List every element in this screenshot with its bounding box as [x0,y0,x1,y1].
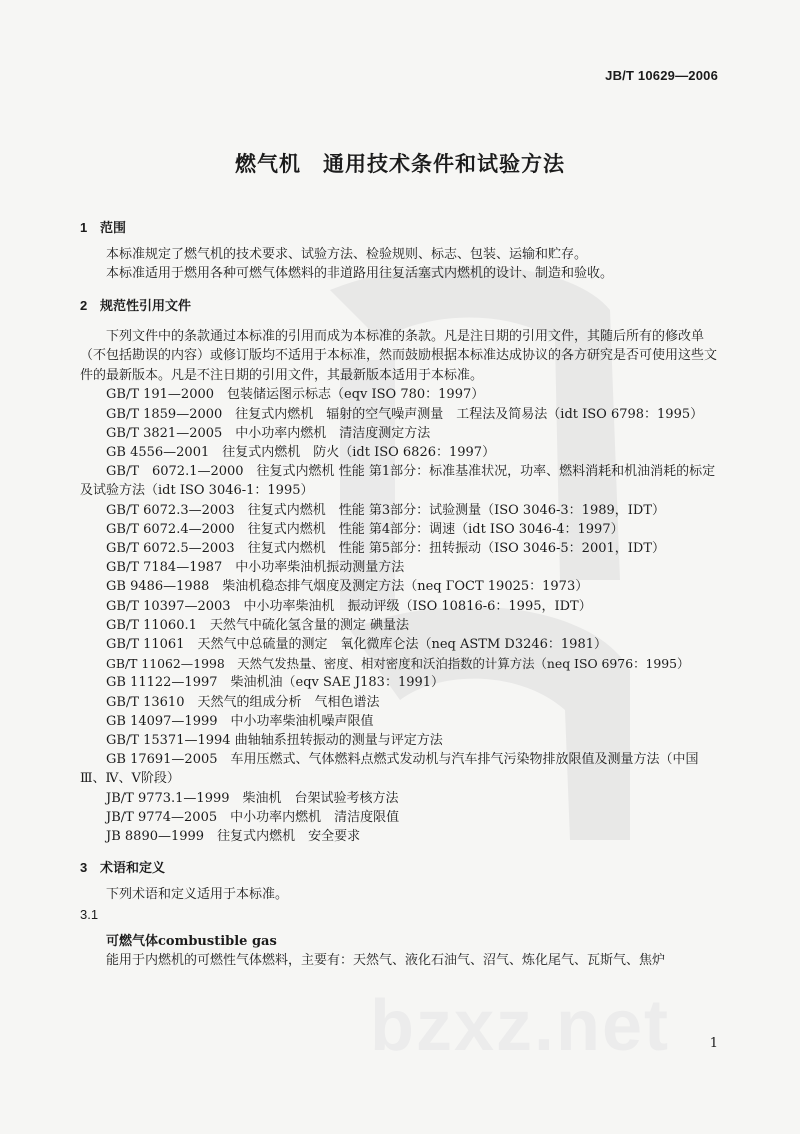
subsection-number: 3.1 [80,906,99,922]
reference-item: GB/T 13610 天然气的组成分析 气相色谱法 [106,694,380,710]
standard-code: JB/T 10629—2006 [605,68,718,83]
reference-item: GB/T 6072.5—2003 往复式内燃机 性能 第5部分：扭转振动（ISO 3046-5：2001，IDT） [106,540,665,556]
reference-item: GB/T 10397—2003 中小功率柴油机 振动评级（ISO 10816-6：1995，IDT） [106,598,592,614]
reference-item: JB/T 9774—2005 中小功率内燃机 清洁度限值 [106,809,400,825]
paragraph: 下列文件中的条款通过本标准的引用而成为本标准的条款。凡是注日期的引用文件，其随后所有的修改单（不包括勘误的内容）或修订版均不适用于本标准，然而鼓励根据本标准达成协议的各方研究是否可使用这些文件的最新版本。凡是不注日期的引用文件，其最新版本适用于本标准。 [80,328,718,383]
section-heading-1: 1 范围 [80,220,127,235]
reference-item: GB/T 191—2000 包装储运图示标志（eqv ISO 780：1997） [106,387,485,403]
reference-item: GB 17691—2005 车用压燃式、气体燃料点燃式发动机与汽车排气污染物排放限值及测量方法（中国Ⅲ、Ⅳ、Ⅴ阶段） [80,752,699,787]
paragraph: 本标准适用于燃用各种可燃气体燃料的非道路用往复活塞式内燃机的设计、制造和验收。 [106,266,614,282]
reference-item: GB/T 15371—1994 曲轴轴系扭转振动的测量与评定方法 [106,732,443,748]
reference-item: GB/T 6072.4—2000 往复式内燃机 性能 第4部分：调速（idt ISO 3046-4：1997） [106,521,624,537]
reference-item: GB 9486—1988 柴油机稳态排气烟度及测定方法（neq ГОСТ 19025：1973） [106,579,589,595]
page-number: 1 [709,1036,718,1051]
reference-item: GB/T 3821—2005 中小功率内燃机 清洁度测定方法 [106,425,431,441]
reference-item: GB 14097—1999 中小功率柴油机噪声限值 [106,713,374,729]
document-body [80,218,720,970]
term-heading: 可燃气体combustible gas [106,933,277,949]
watermark-text: bzxz.net [370,986,671,1066]
reference-item: JB 8890—1999 往复式内燃机 安全要求 [106,828,361,844]
term-definition: 能用于内燃机的可燃性气体燃料，主要有：天然气、液化石油气、沼气、炼化尾气、瓦斯气、焦炉 [106,953,666,968]
reference-item: GB/T 6072.3—2003 往复式内燃机 性能 第3部分：试验测量（ISO 3046-3：1989，IDT） [106,502,665,518]
section-heading-3: 3 术语和定义 [80,860,166,876]
section-heading-2: 2 规范性引用文件 [80,297,192,313]
reference-item: JB/T 9773.1—1999 柴油机 台架试验考核方法 [106,790,399,806]
paragraph: 本标准规定了燃气机的技术要求、试验方法、检验规则、标志、包装、运输和贮存。 [106,247,588,263]
reference-item: GB/T 7184—1987 中小功率柴油机振动测量方法 [106,560,405,576]
reference-item: GB/T 6072.1—2000 往复式内燃机 性能 第1部分：标准基准状况，功率、燃料消耗和机油消耗的标定及试验方法（idt ISO 3046-1：1995） [80,464,716,499]
document-title: 燃气机 通用技术条件和试验方法 [235,151,565,176]
reference-item: GB/T 1859—2000 往复式内燃机 辐射的空气噪声测量 工程法及简易法（idt ISO 6798：1995） [106,406,704,422]
reference-item: GB/T 11062—1998 天然气发热量、密度、相对密度和沃泊指数的计算方法（neq ISO 6976：1995） [106,656,690,672]
paragraph: 下列术语和定义适用于本标准。 [106,887,289,903]
reference-item: GB 4556—2001 往复式内燃机 防火（idt ISO 6826：1997） [106,444,496,460]
reference-item: GB 11122—1997 柴油机油（eqv SAE J183：1991） [106,675,445,691]
reference-item: GB/T 11061 天然气中总硫量的测定 氧化微库仑法（neq ASTM D3246：1981） [106,636,607,652]
reference-item: GB/T 11060.1 天然气中硫化氢含量的测定 碘量法 [106,617,410,633]
